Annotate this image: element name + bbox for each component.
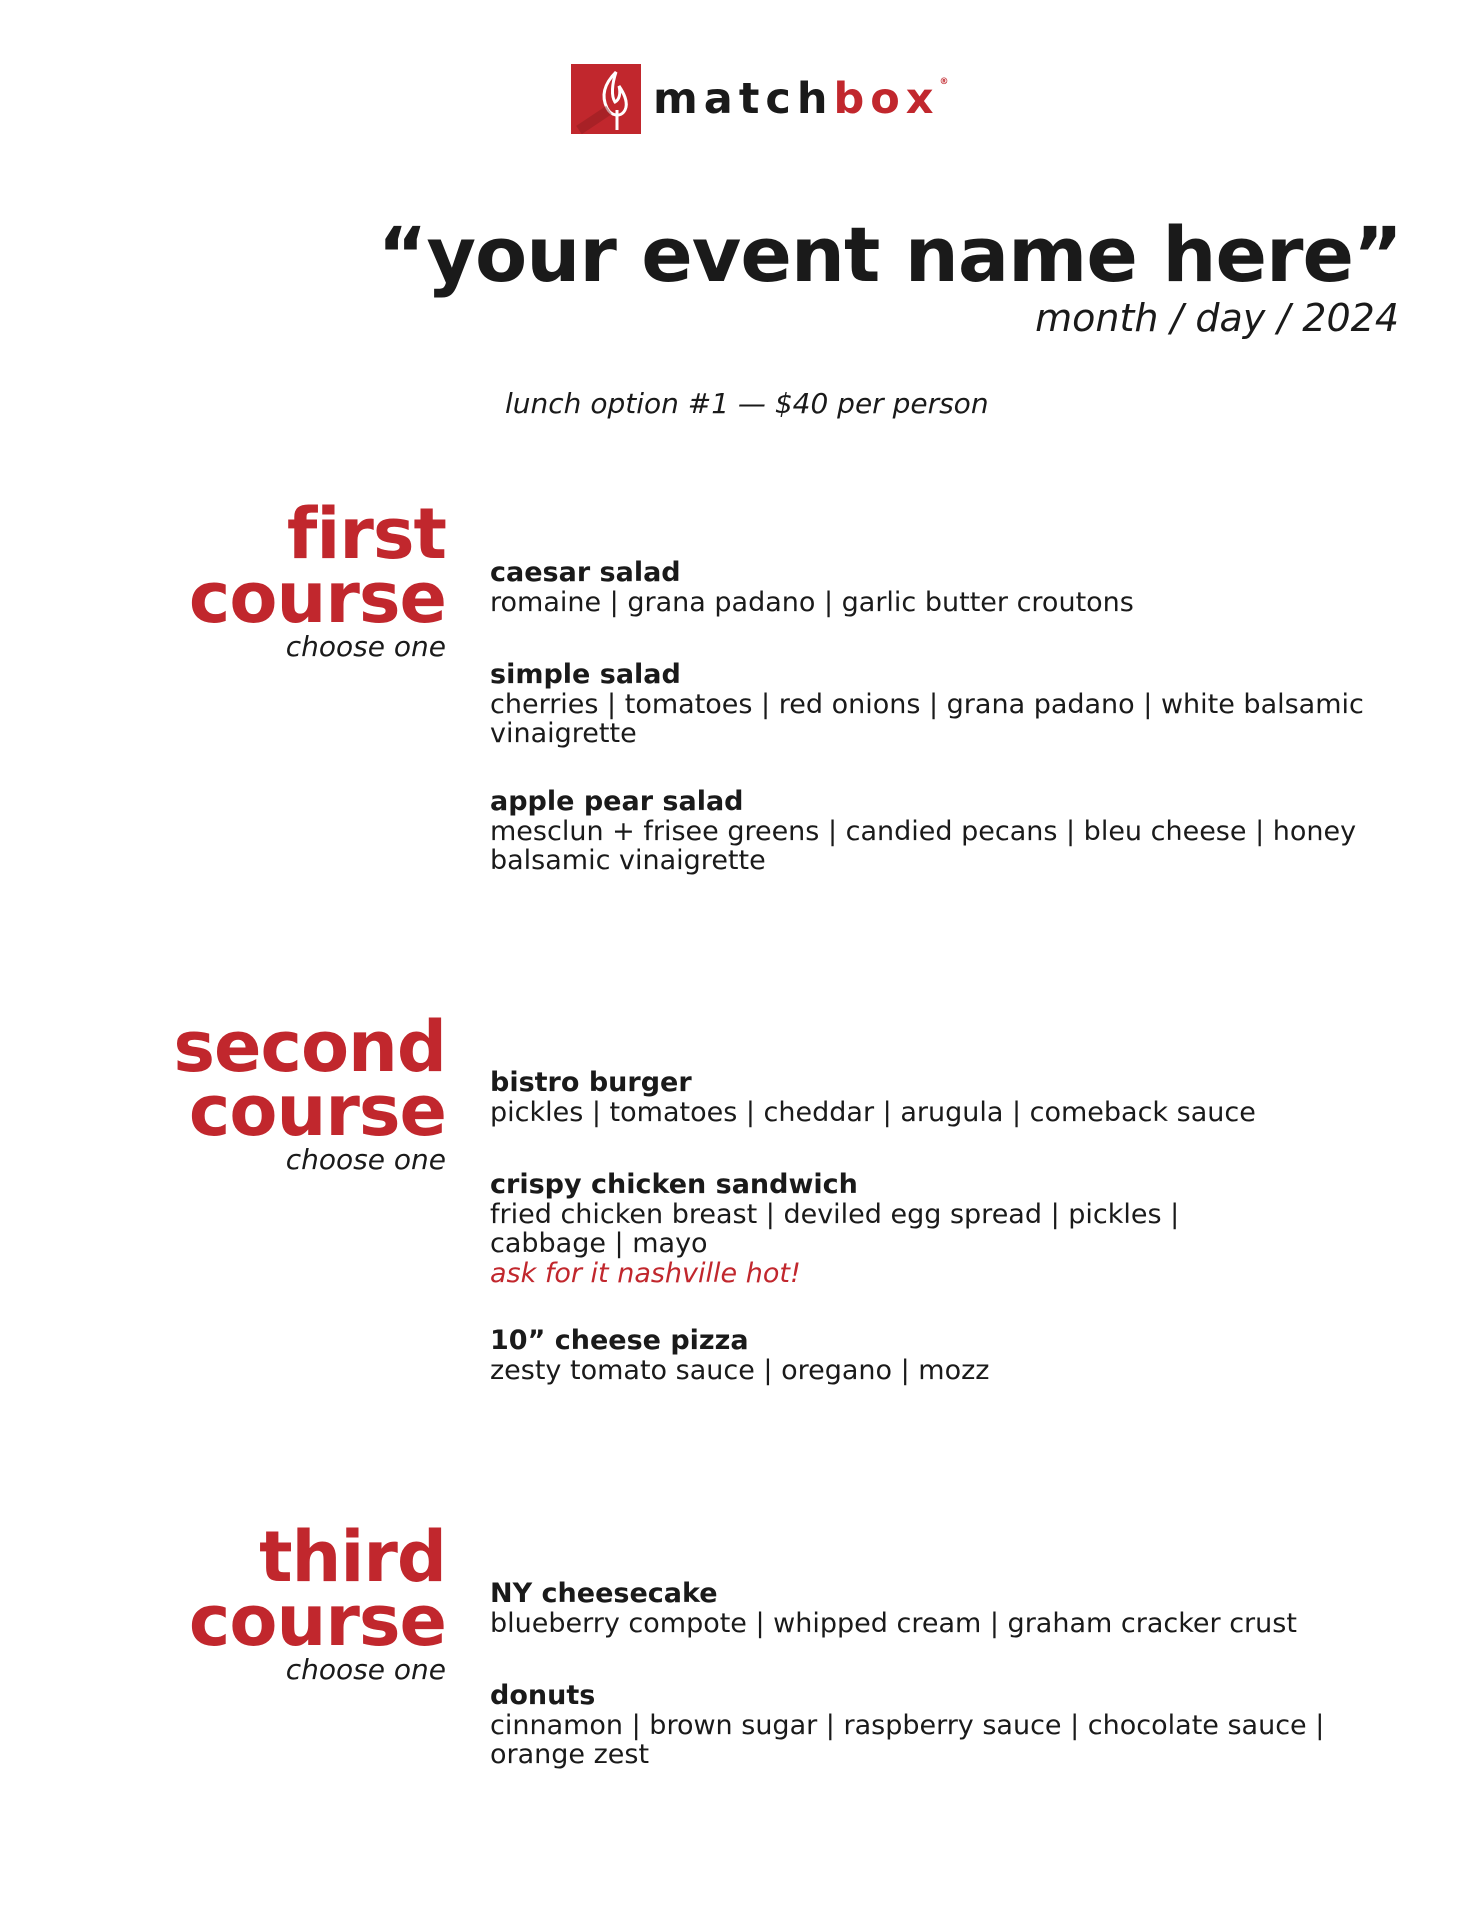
brand-logo — [571, 63, 949, 135]
menu-item-name: crispy chicken sandwich — [490, 1169, 858, 1200]
menu-item-description: pickles | tomatoes | cheddar | arugula | comeback sauce — [490, 1097, 1256, 1128]
menu-item — [490, 558, 1390, 617]
registered-mark: ® — [939, 76, 949, 87]
event-date: month / day / 2024 — [1035, 296, 1399, 340]
menu-item-name: bistro burger — [490, 1067, 692, 1098]
menu-item — [490, 660, 1390, 748]
menu-item — [490, 787, 1390, 875]
menu-item-name: apple pear salad — [490, 786, 744, 817]
brand-name-part2: box — [833, 73, 940, 124]
course-choose-label: choose one — [285, 630, 446, 663]
course-header-third — [188, 1516, 446, 1687]
course-title-line2: course — [188, 1580, 446, 1662]
menu-item-description: fried chicken breast | deviled egg spread | pickles | cabbage | mayo — [490, 1199, 1180, 1259]
menu-item — [490, 1579, 1390, 1638]
menu-item — [490, 1170, 1390, 1290]
course-items-first — [490, 558, 1390, 875]
course-header-first — [188, 493, 446, 664]
course-choose-label: choose one — [285, 1653, 446, 1686]
course-choose-label: choose one — [285, 1143, 446, 1176]
menu-item-description: cinnamon | brown sugar | raspberry sauce | chocolate sauce | orange zest — [490, 1710, 1325, 1770]
course-title-line2: course — [188, 557, 446, 639]
menu-item — [490, 1681, 1390, 1769]
event-title: “your event name here” — [377, 210, 1402, 299]
menu-item-name: donuts — [490, 1680, 596, 1711]
menu-item-description: romaine | grana padano | garlic butter croutons — [490, 587, 1134, 618]
menu-item-description: cherries | tomatoes | red onions | grana padano | white balsamic vinaigrette — [490, 689, 1364, 749]
menu-item-description: zesty tomato sauce | oregano | mozz — [490, 1355, 990, 1386]
menu-item-name: simple salad — [490, 659, 681, 690]
menu-item-name: NY cheesecake — [490, 1578, 718, 1609]
brand-wordmark — [653, 73, 949, 124]
course-title-line2: course — [188, 1070, 446, 1152]
course-items-second — [490, 1068, 1390, 1385]
course-header-second — [173, 1006, 446, 1177]
lunch-option-price: lunch option #1 — $40 per person — [505, 387, 989, 420]
menu-item-name: caesar salad — [490, 557, 681, 588]
menu-item-description: blueberry compote | whipped cream | graham cracker crust — [490, 1608, 1297, 1639]
course-title-line1: first — [286, 493, 446, 575]
menu-item — [490, 1068, 1390, 1127]
course-title-line1: second — [173, 1006, 446, 1088]
course-title-line1: third — [259, 1516, 446, 1598]
menu-item-note: ask for it nashville hot! — [490, 1258, 801, 1289]
menu-item-name: 10” cheese pizza — [490, 1325, 749, 1356]
brand-name-part1: match — [653, 73, 834, 124]
match-flame-icon — [571, 64, 641, 134]
menu-item-description: mesclun + frisee greens | candied pecans | bleu cheese | honey balsamic vinaigrette — [490, 816, 1357, 876]
menu-item — [490, 1326, 1390, 1385]
course-items-third — [490, 1579, 1390, 1769]
